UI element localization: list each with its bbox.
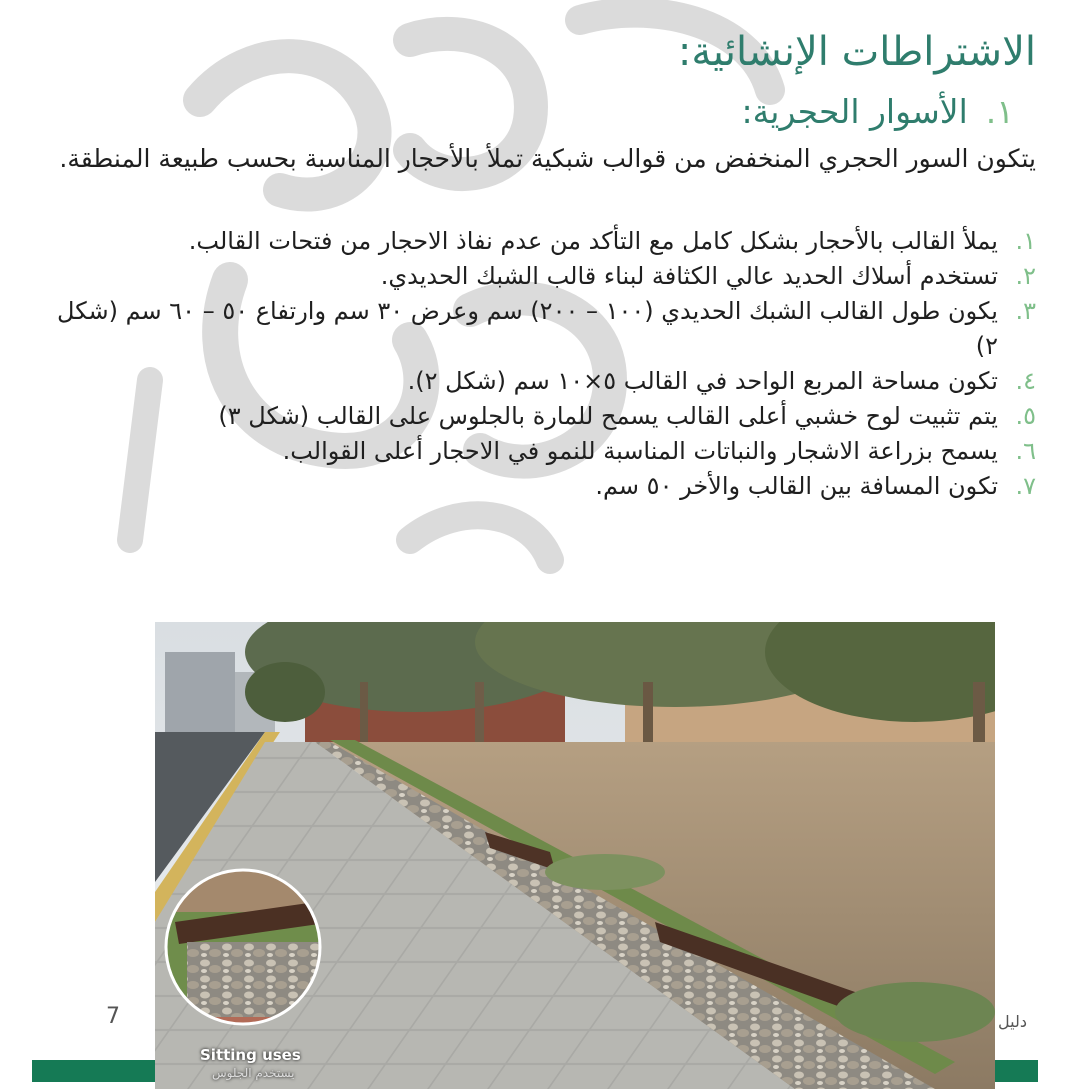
intro-paragraph: يتكون السور الحجري المنخفض من قوالب شبكية تملأ بالأحجار المناسبة بحسب طبيعة المنطقة. — [59, 144, 1036, 173]
list-number: ٦. — [1015, 437, 1036, 465]
figure-caption-arabic: يستخدم الجلوس — [212, 1066, 295, 1080]
list-number: ٤. — [1015, 367, 1036, 395]
footer-bar-left — [32, 1060, 156, 1082]
list-text: تكون مساحة المربع الواحد في القالب ٥×١٠ سم (شكل ٢). — [407, 367, 998, 395]
section-heading — [741, 90, 1014, 134]
list-number: ٥. — [1015, 402, 1036, 430]
list-item — [36, 224, 1036, 259]
gabion-wall-illustration — [155, 622, 995, 1089]
list-text: يكون طول القالب الشبك الحديدي (١٠٠ – ٢٠٠) سم وعرض ٣٠ سم وارتفاع ٥٠ – ٦٠ سم (شكل ٢) — [57, 297, 998, 360]
list-item — [36, 434, 1036, 469]
figure-caption-english: Sitting uses — [200, 1046, 301, 1064]
list-text: تستخدم أسلاك الحديد عالي الكثافة لبناء قالب الشبك الحديدي. — [380, 262, 998, 290]
list-item — [36, 469, 1036, 504]
list-text: يتم تثبيت لوح خشبي أعلى القالب يسمح للمارة بالجلوس على القالب (شكل ٣) — [218, 402, 998, 430]
requirements-list — [36, 224, 1036, 504]
list-number: ٢. — [1015, 262, 1036, 290]
list-number: ١. — [1015, 227, 1036, 255]
page-number: 7 — [106, 1004, 120, 1029]
list-text: يسمح بزراعة الاشجار والنباتات المناسبة للنمو في الاحجار أعلى القوالب. — [282, 437, 998, 465]
footer-label: دليل — [998, 1012, 1027, 1031]
section-title: الأسوار الحجرية: — [741, 92, 968, 131]
list-item — [36, 364, 1036, 399]
page-title: الاشتراطات الإنشائية: — [677, 29, 1036, 75]
list-text: تكون المسافة بين القالب والأخر ٥٠ سم. — [595, 472, 998, 500]
list-item — [36, 294, 1036, 364]
footer-bar-right — [990, 1060, 1038, 1082]
list-number: ٧. — [1015, 472, 1036, 500]
list-number: ٣. — [1015, 297, 1036, 325]
section-number: ١. — [985, 92, 1014, 131]
list-text: يملأ القالب بالأحجار بشكل كامل مع التأكد من عدم نفاذ الاحجار من فتحات القالب. — [188, 227, 998, 255]
list-item — [36, 259, 1036, 294]
list-item — [36, 399, 1036, 434]
